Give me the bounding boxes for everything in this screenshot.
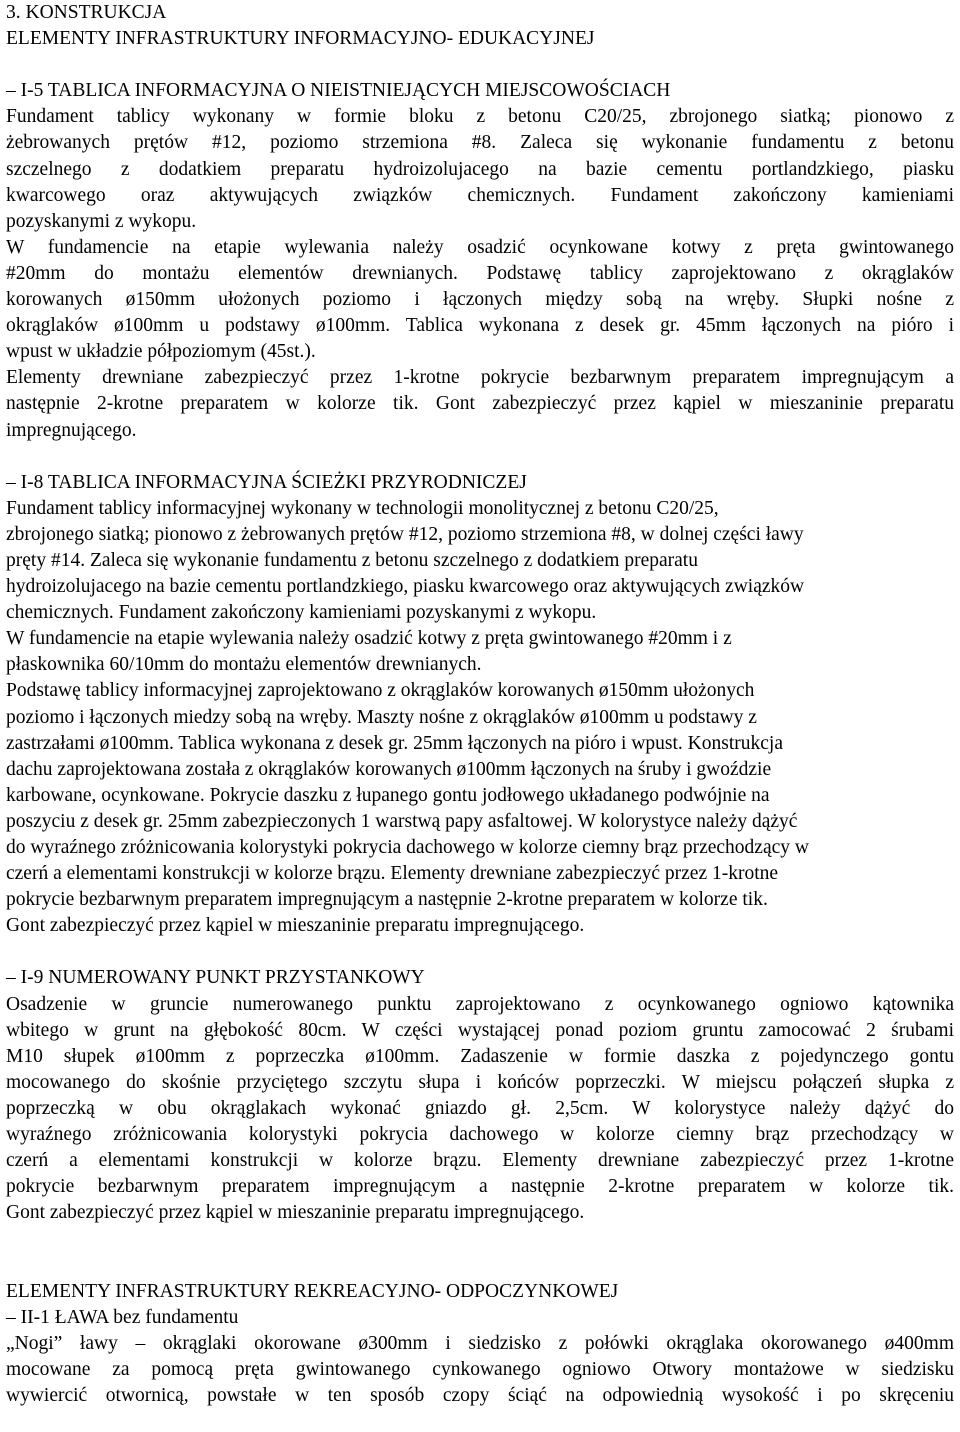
section-ii1: [6, 1305, 954, 1409]
section-i8: [6, 470, 954, 940]
paragraph-line: W fundamencie na etapie wylewania należy osadzić ocynkowane kotwy z pręta gwintowanego: [6, 236, 954, 258]
paragraph-line: szczelnego z dodatkiem preparatu hydroizolujacego na bazie cementu portlandzkiego, piasku: [6, 158, 954, 180]
paragraph-line: chemicznych. Fundament zakończony kamieniami pozyskanymi z wykopu.: [6, 602, 597, 624]
paragraph-line: karbowane, ocynkowane. Pokrycie daszku z łupanego gontu jodłowego układanego podwójnie na: [6, 784, 770, 806]
paragraph-line: Podstawę tablicy informacyjnej zaprojektowano z okrąglaków korowanych ø150mm ułożonych: [6, 680, 755, 702]
group-heading-informational: ELEMENTY INFRASTRUKTURY INFORMACYJNO- EDUKACYJNEJ: [6, 28, 595, 50]
paragraph-line: wbitego w grunt na głębokość 80cm. W części wystającej ponad poziom gruntu zamocować 2 śrubami: [6, 1019, 954, 1041]
paragraph-line: okrąglaków ø100mm u podstawy ø100mm. Tablica wykonana z desek gr. 45mm łączonych na pióro i: [6, 315, 954, 337]
section-heading: – I-9 NUMEROWANY PUNKT PRZYSTANKOWY: [6, 967, 425, 989]
paragraph-line: Osadzenie w gruncie numerowanego punktu zaprojektowano z ocynkowanego ogniowo kątownika: [6, 993, 954, 1015]
paragraph-line: Fundament tablicy wykonany w formie bloku z betonu C20/25, zbrojonego siatką; pionowo z: [6, 106, 954, 128]
paragraph-line: czerń a elementami konstrukcji w kolorze brązu. Elementy drewniane zabezpieczyć przez 1-krotne: [6, 1150, 954, 1172]
section-i5: [6, 78, 954, 443]
paragraph-line: zbrojonego siatką; pionowo z żebrowanych prętów #12, poziomo strzemiona #8, w dolnej części ławy: [6, 523, 804, 545]
paragraph-line: #20mm do montażu elementów drewnianych. Podstawę tablicy zaprojektowano z okrąglaków: [6, 262, 954, 284]
spacer: [6, 52, 954, 78]
section-heading: – II-1 ŁAWA bez fundamentu: [6, 1306, 239, 1328]
paragraph-line: „Nogi” ławy – okrąglaki okorowane ø300mm i siedzisko z połówki okrąglaka okorowanego ø400mm: [6, 1332, 954, 1354]
section-heading: – I-8 TABLICA INFORMACYJNA ŚCIEŻKI PRZYRODNICZEJ: [6, 471, 527, 493]
paragraph-line: mocowane za pomocą pręta gwintowanego cynkowanego ogniowo Otwory montażowe w siedzisku: [6, 1358, 954, 1380]
spacer: [6, 939, 954, 965]
paragraph-line: Fundament tablicy informacyjnej wykonany w technologii monolitycznej z betonu C20/25,: [6, 497, 719, 519]
paragraph-line: wyraźnego zróżnicowania kolorystyki pokrycia dachowego w kolorze ciemny brąz przechodzący w: [6, 1124, 954, 1146]
document-page: [6, 0, 954, 1409]
paragraph-line: czerń a elementami konstrukcji w kolorze brązu. Elementy drewniane zabezpieczyć przez 1-krotne: [6, 863, 779, 885]
paragraph-line: pokrycie bezbarwnym preparatem impregnującym a następnie 2-krotne preparatem w kolorze tik.: [6, 889, 768, 911]
paragraph-line: dachu zaprojektowana została z okrąglaków korowanych ø100mm łączonych na śruby i gwoździe: [6, 758, 772, 780]
spacer: [6, 444, 954, 470]
paragraph-line: następnie 2-krotne preparatem w kolorze tik. Gont zabezpieczyć przez kąpiel w mieszaninie preparatu: [6, 393, 954, 415]
paragraph-line: M10 słupek ø100mm z poprzeczka ø100mm. Zadaszenie w formie daszka z pojedynczego gontu: [6, 1045, 954, 1067]
paragraph-line: żebrowanych prętów #12, poziomo strzemiona #8. Zaleca się wykonanie fundamentu z betonu: [6, 132, 954, 154]
spacer: [6, 1226, 954, 1278]
paragraph-line: do wyraźnego zróżnicowania kolorystyki pokrycia dachowego w kolorze ciemny brąz przechodzący w: [6, 837, 809, 858]
paragraph-line: kwarcowego oraz aktywujących związków chemicznych. Fundament zakończony kamieniami: [6, 184, 954, 206]
paragraph-line: wpust w układzie półpoziomym (45st.).: [6, 341, 316, 363]
paragraph-line: Gont zabezpieczyć przez kąpiel w mieszaninie preparatu impregnującego.: [6, 915, 585, 937]
paragraph-line: pokrycie bezbarwnym preparatem impregnującym a następnie 2-krotne preparatem w kolorze tik.: [6, 1176, 954, 1198]
paragraph-line: impregnującego.: [6, 419, 137, 441]
paragraph-line: poszyciu z desek gr. 25mm zabezpieczonych 1 warstwą papy asfaltowej. W kolorystyce należy dążyć: [6, 810, 798, 832]
paragraph-line: poprzeczką w obu okrąglakach wykonać gniazdo gł. 2,5cm. W kolorystyce należy dążyć do: [6, 1097, 954, 1119]
paragraph-line: pozyskanymi z wykopu.: [6, 210, 197, 232]
paragraph-line: korowanych ø150mm ułożonych poziomo i łączonych między sobą na wręby. Słupki nośne z: [6, 289, 954, 311]
section-heading: – I-5 TABLICA INFORMACYJNA O NIEISTNIEJĄCYCH MIEJSCOWOŚCIACH: [6, 80, 671, 102]
paragraph-line: poziomo i łączonych miedzy sobą na wręby. Maszty nośne z okrąglaków ø100mm u podstawy z: [6, 706, 757, 728]
paragraph-line: płaskownika 60/10mm do montażu elementów drewnianych.: [6, 654, 482, 676]
paragraph-line: W fundamencie na etapie wylewania należy osadzić kotwy z pręta gwintowanego #20mm i z: [6, 628, 732, 650]
group-heading-recreational: ELEMENTY INFRASTRUKTURY REKREACYJNO- ODPOCZYNKOWEJ: [6, 1280, 619, 1302]
section-i9: [6, 965, 954, 1226]
paragraph-line: pręty #14. Zaleca się wykonanie fundamentu z betonu szczelnego z dodatkiem preparatu: [6, 549, 698, 571]
chapter-heading: 3. KONSTRUKCJA: [6, 2, 167, 23]
paragraph-line: mocowanego do skośnie przyciętego szczytu słupa i końców poprzeczki. W miejscu połączeń słupka z: [6, 1071, 954, 1093]
paragraph-line: zastrzałami ø100mm. Tablica wykonana z desek gr. 25mm łączonych na pióro i wpust. Konstrukcja: [6, 732, 783, 754]
paragraph-line: Elementy drewniane zabezpieczyć przez 1-krotne pokrycie bezbarwnym preparatem impregnującym a: [6, 367, 954, 389]
paragraph-line: wywiercić otwornicą, powstałe w ten sposób czopy ściąć na odpowiednią wysokość i po skręceniu: [6, 1384, 954, 1406]
paragraph-line: hydroizolujacego na bazie cementu portlandzkiego, piasku kwarcowego oraz aktywujących związków: [6, 576, 805, 598]
paragraph-line: Gont zabezpieczyć przez kąpiel w mieszaninie preparatu impregnującego.: [6, 1202, 585, 1224]
